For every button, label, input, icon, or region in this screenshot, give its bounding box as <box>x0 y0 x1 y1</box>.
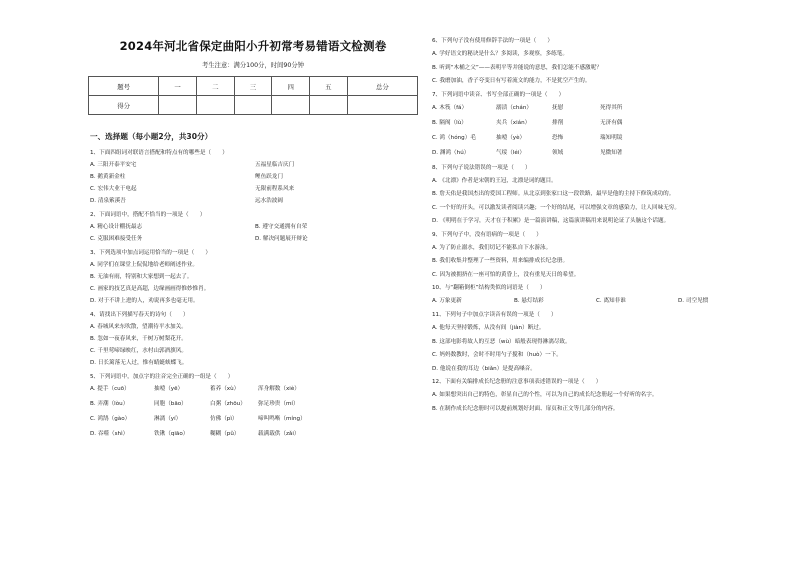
left-question-list <box>88 150 418 438</box>
option-text: B. 我们收集并整理了一些资料，用来编排成长纪念册。 <box>432 258 569 264</box>
option-text: C. 一个好的开头，可以激发读者阅读兴趣；一个好的结尾，可以增强文章的感染力，让人回味无穷。 <box>432 204 680 211</box>
option-text: A. 提手（cuō） <box>90 386 130 392</box>
option-text: 见微知著 <box>600 149 623 156</box>
option-text: B. 遵守交通拥有自荣 <box>255 224 308 230</box>
question-stem: 7、下列词语中读音、书写全部正确的一项是（ ） <box>432 91 565 98</box>
option-text: 弥足珍贵（mí） <box>258 401 299 407</box>
question-options <box>90 162 418 205</box>
option-text: A. 如果想突出自己的特色，彰显自己的个性，可以为自己的成长纪念册起一个好听的名字。 <box>432 392 658 398</box>
option-text: 抽噎（yè） <box>496 134 526 141</box>
option-text: A. 同学们在课堂上侃侃地给老师阐述作业。 <box>90 262 198 268</box>
option-text: D. 日长篱落无人过，惟有蜻蜓蛱蝶飞。 <box>90 360 188 366</box>
option-text: B. 詹天佑是我国杰出的爱国工程师。从北京到张家口这一段铁路，最早是他的主持下修筑成功的。 <box>432 191 675 197</box>
option-text: D. 《明明在于学习，天才在于积累》是一篇演讲稿，这篇演讲稿用来说明论证了头脑这个话题。 <box>432 218 670 224</box>
score-cell <box>347 96 417 115</box>
option-text: C. 画家的技艺真是高超，边缘画画得惟妙惟肖。 <box>90 286 210 292</box>
option-text: D. 渊鸿（hú） <box>432 149 470 156</box>
option-text: D. 司空见惯 <box>678 298 709 304</box>
option-text: D. 吞噬（shì） <box>90 431 129 437</box>
option-text: D. 解决问题展开辩论 <box>255 236 308 242</box>
question-options <box>90 324 418 367</box>
option-text: C. 克服困难接受任务 <box>90 236 143 242</box>
score-cell: 题号 <box>89 77 159 96</box>
option-text: 远水浩波阔 <box>255 198 283 204</box>
option-row <box>90 236 418 243</box>
option-text: D. 对于不讲上进的人，劝说再多也毫无用。 <box>90 298 199 304</box>
option-text: C. 千里莺啼绿映红，水村山郭酒旗风。 <box>90 348 187 354</box>
exam-title: 2024年河北省保定曲阳小升初常考易错语文检测卷 <box>119 39 387 53</box>
option-text: 死得其所 <box>600 104 623 111</box>
option-text: 领域 <box>552 149 564 156</box>
question-stem: 2、下面词语中，搭配不恰当的一项是（ ） <box>90 212 206 218</box>
exam-notice: 考生注意：满分100分，时间90分钟 <box>202 62 304 69</box>
option-text: 浑身解数（xiè） <box>258 386 300 392</box>
option-text: 鲤鱼跃龙门 <box>255 174 283 180</box>
question-stem: 11、下列句子中加点字读音有误的一项是（ ） <box>432 312 557 318</box>
option-text: 铁锹（qiāo） <box>154 431 189 437</box>
score-cell: 得分 <box>89 96 159 115</box>
score-cell <box>196 96 234 115</box>
option-row <box>90 162 418 169</box>
option-text: C. 宏伟大业干电起 <box>90 186 137 192</box>
option-row <box>90 416 418 423</box>
question-options <box>90 262 418 305</box>
option-row <box>432 135 732 142</box>
score-table <box>88 76 418 115</box>
right-column <box>432 38 732 419</box>
option-text: 瑞知明镜 <box>600 134 623 141</box>
option-row <box>90 401 418 408</box>
option-text: 夹兵（xián） <box>496 119 531 126</box>
option-text: B. 听到“木桶之父”——表明平等并能说的意思，我们怎能不感激呢？ <box>432 64 602 71</box>
left-column <box>88 38 418 446</box>
option-row <box>90 431 418 438</box>
option-text: 无限前程系风来 <box>255 186 295 192</box>
option-row <box>90 386 418 393</box>
question-stem: 8、下列句子说法错误的一项是（ ） <box>432 164 531 171</box>
question-stem: 6、下列句子没有使用修辞手法的一项是（ ） <box>432 38 554 44</box>
option-text: 淋漓（yí） <box>154 416 182 422</box>
option-text: B. 鹅黄新金柱 <box>90 174 126 180</box>
option-text: B. 弄潮（lòu） <box>90 401 129 407</box>
score-cell: 三 <box>234 77 272 96</box>
option-text: C. 鸿（hóng）毛 <box>432 134 476 141</box>
question-stem: 5、下列词语中，加点字的注音完全正确的一组是（ ） <box>90 374 234 380</box>
option-text: 蓄养（xù） <box>210 386 240 392</box>
option-text: 五福星临吉庆门 <box>255 162 295 168</box>
score-cell <box>159 96 197 115</box>
option-text: A. 学好语文的秘诀是什么？多阅读，多观察，多练笔。 <box>432 51 568 57</box>
option-text: A. 他每天坚持锻炼，从没有间（jiàn）断过。 <box>432 325 545 331</box>
option-row <box>432 298 732 305</box>
question-options <box>90 224 418 243</box>
option-text: 无济有偶 <box>600 119 623 126</box>
option-text: D. 他说在我的耳边（biǎn）是提高嗓音。 <box>432 365 536 372</box>
right-question-list <box>432 38 732 413</box>
option-text: B. 忽如一夜春风来，千树万树梨花开。 <box>90 336 187 342</box>
score-cell <box>310 96 348 115</box>
option-text: 同胞（bāo） <box>154 401 187 407</box>
section-title: 一、选择题（每小题2分，共30分） <box>90 132 213 141</box>
option-text: B. 悬灯结彩 <box>514 298 544 304</box>
option-text: C. 离知非谁 <box>596 298 626 304</box>
question-stem: 10、与“翻箱倒柜”结构类似的词语是（ ） <box>432 285 546 291</box>
option-text: 白粥（zhōu） <box>210 401 246 407</box>
option-text: B. 这部电影将故人的互恶（wù）暗般表现得淋漓尽致。 <box>432 338 571 345</box>
option-text: A. 精心设计棚抚最志 <box>90 224 143 230</box>
option-text: C. 因为被拥挤在一座可怕的黄昏上，没有重见天日的希望。 <box>432 271 580 278</box>
option-text: A. 木筏（fá） <box>432 104 468 111</box>
option-text: B. 隔阂（lù） <box>432 119 467 126</box>
option-row <box>90 186 418 193</box>
option-row <box>432 150 732 157</box>
option-text: A. 春城风来东吹散，望潮待平水加关。 <box>90 324 187 330</box>
option-text: 气绥（léi） <box>496 149 525 156</box>
option-row <box>90 174 418 181</box>
question-stem: 3、下列选项中加点词运用恰当的一项是（ ） <box>90 250 212 256</box>
option-text: 载满载供（zǎi） <box>258 431 300 437</box>
option-text: A. 《北漂》作者是宋朝的王冠，北漂是词的题目。 <box>432 177 557 184</box>
option-text: C. 鸿鹄（gào） <box>90 416 131 422</box>
option-text: B. 在制作成长纪念册时可以提前规划好封面、扉页和正文等几部分的内容。 <box>432 405 619 412</box>
score-cell: 总分 <box>347 77 417 96</box>
question-stem: 4、请找出下列描写春天的诗句（ ） <box>90 312 189 318</box>
option-row <box>90 224 418 231</box>
score-table-header-row <box>89 77 418 96</box>
score-cell: 二 <box>196 77 234 96</box>
option-row <box>432 120 732 127</box>
option-text: 排削 <box>552 119 564 126</box>
option-text: A. 万象更新 <box>432 298 462 304</box>
score-cell: 四 <box>272 77 310 96</box>
option-text: 仿佛（pì） <box>210 416 238 422</box>
option-text: A. 为了防止溺水，我们切记不能私自下水游泳。 <box>432 244 552 251</box>
score-cell: 五 <box>310 77 348 96</box>
option-text: 抚慰 <box>552 104 564 111</box>
option-text: 糊糊（pǔ） <box>210 431 240 437</box>
score-cell <box>272 96 310 115</box>
option-row <box>432 105 732 112</box>
option-text: A. 三阳开泰平安宅 <box>90 162 137 168</box>
option-text: C. 我磨加油，香子夸变日有写着流文的能力，不是犹空产生的。 <box>432 78 591 84</box>
score-cell: 一 <box>159 77 197 96</box>
option-text: 恐怖 <box>552 134 564 141</box>
option-row <box>90 198 418 205</box>
option-text: C. 妈妈数教时，会时不时用勺子搅和（huò）一下。 <box>432 352 562 358</box>
option-text: 溺渍（chán） <box>496 104 532 111</box>
option-text: B. 无油有雨，特别和大家想到一起去了。 <box>90 274 193 280</box>
question-stem: 9、下列句子中，没有语病的一项是（ ） <box>432 231 542 238</box>
question-stem: 12、下面有关编排成长纪念册的注意事项表述错误的一项是（ ） <box>432 379 602 385</box>
score-table-score-row <box>89 96 418 115</box>
question-stem: 1、下面四组词对联语言搭配和特点有的哪些是（ ） <box>90 150 228 156</box>
option-text: 啼叫鸣啭（míng） <box>258 416 306 422</box>
option-text: 抽噎（yē） <box>154 386 184 392</box>
question-options <box>90 386 418 438</box>
option-text: D. 清泉萦溪吾 <box>90 198 126 204</box>
score-cell <box>234 96 272 115</box>
